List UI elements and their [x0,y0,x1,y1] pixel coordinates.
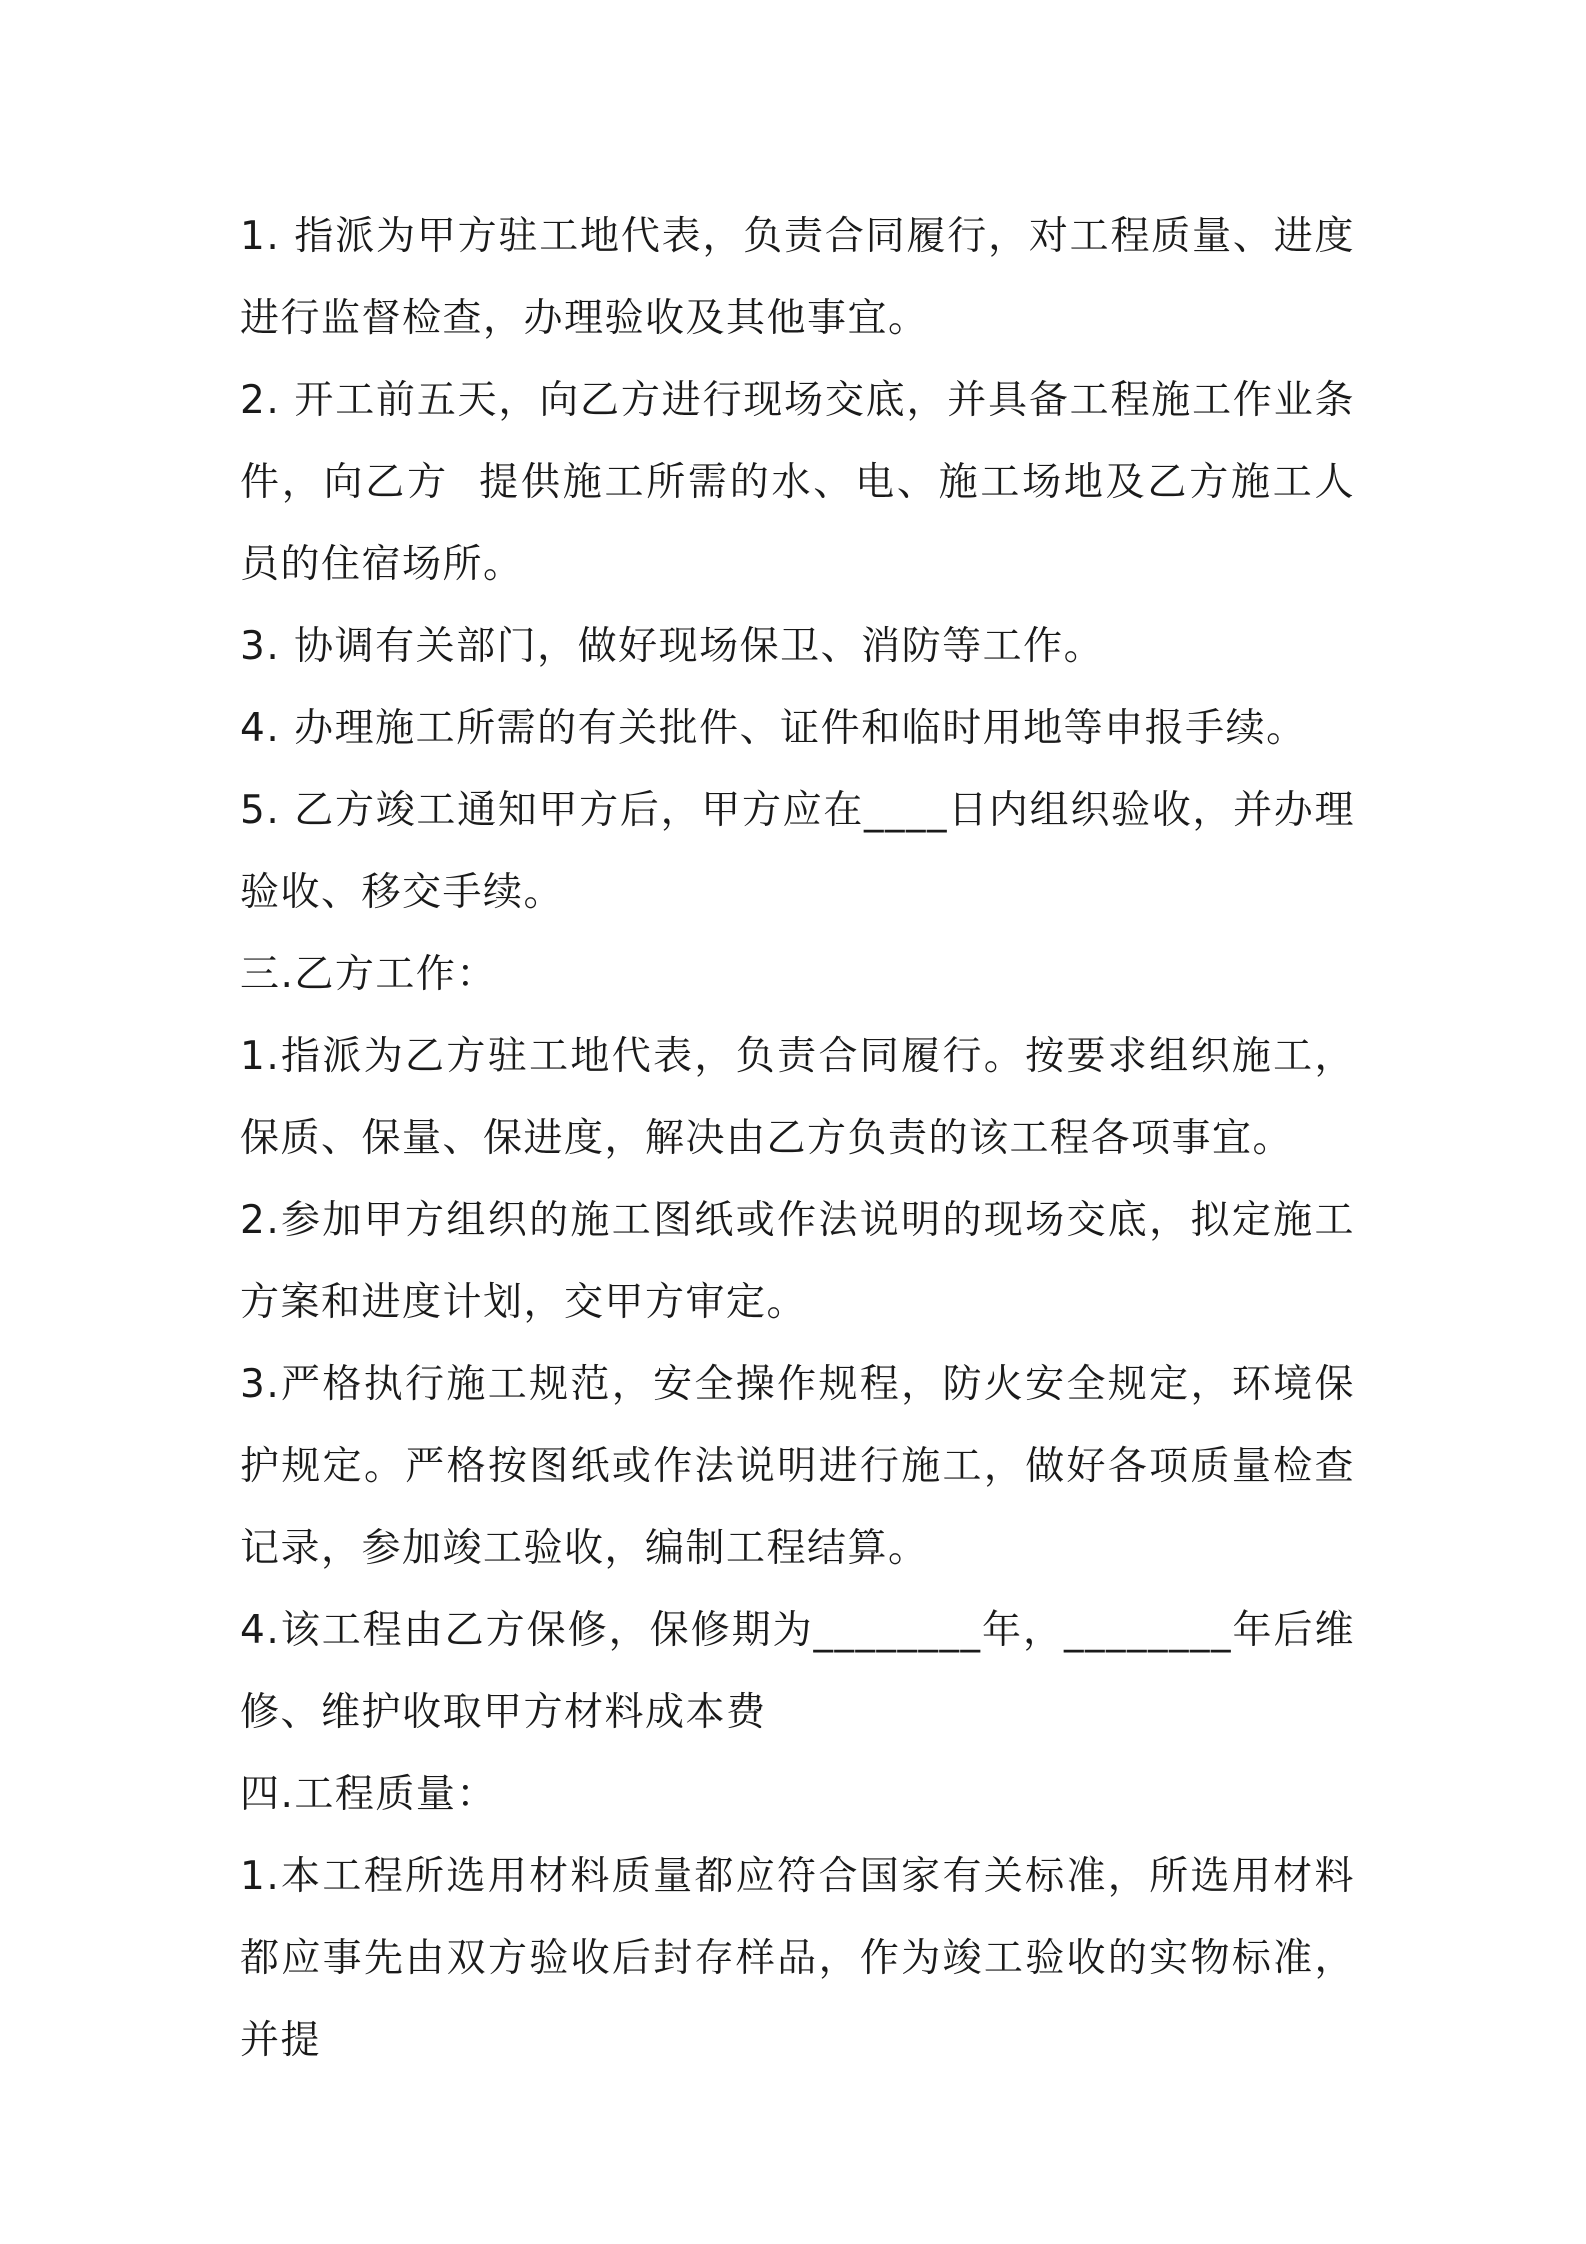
document-body [240,196,1355,2082]
clause-party-b-2: 2.参加甲方组织的施工图纸或作法说明的现场交底，拟定施工方案和进度计划，交甲方审定。 [240,1198,1355,1325]
clause-party-b-4: 4.该工程由乙方保修，保修期为________年，________年后维修、维护收取甲方材料成本费 [240,1608,1355,1735]
section-heading-party-b: 三.乙方工作： [240,952,497,997]
clause-party-a-2: 2. 开工前五天，向乙方进行现场交底，并具备工程施工作业条件，向乙方 提供施工所需的水、电、施工场地及乙方施工人员的住宿场所。 [240,378,1355,587]
clause-party-a-3: 3. 协调有关部门，做好现场保卫、消防等工作。 [240,624,1105,669]
clause-party-a-1: 1. 指派为甲方驻工地代表，负责合同履行，对工程质量、进度进行监督检查，办理验收及其他事宜。 [240,214,1355,341]
clause-party-b-3: 3.严格执行施工规范，安全操作规程，防火安全规定，环境保护规定。严格按图纸或作法说明进行施工，做好各项质量检查记录，参加竣工验收，编制工程结算。 [240,1362,1355,1571]
clause-party-a-5: 5. 乙方竣工通知甲方后，甲方应在____日内组织验收，并办理验收、移交手续。 [240,788,1355,915]
clause-quality-1: 1.本工程所选用材料质量都应符合国家有关标准，所选用材料都应事先由双方验收后封存样品，作为竣工验收的实物标准，并提 [240,1854,1355,2063]
clause-party-a-4: 4. 办理施工所需的有关批件、证件和临时用地等申报手续。 [240,706,1307,751]
clause-party-b-1: 1.指派为乙方驻工地代表，负责合同履行。按要求组织施工，保质、保量、保进度，解决由乙方负责的该工程各项事宜。 [240,1034,1355,1161]
section-heading-quality: 四.工程质量： [240,1772,497,1817]
